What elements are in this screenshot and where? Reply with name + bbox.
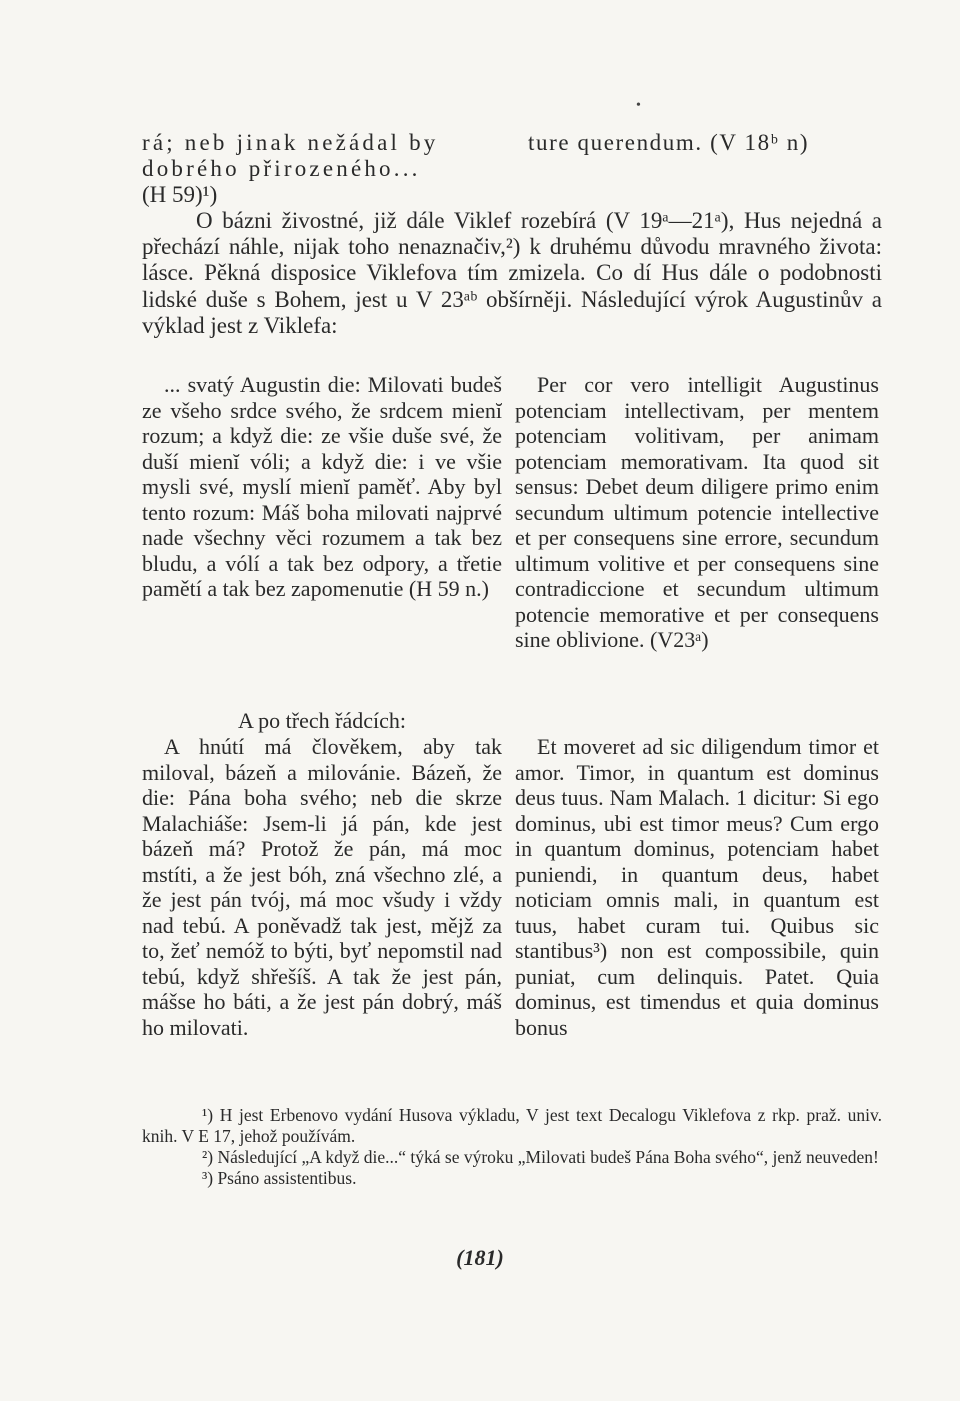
section1-latin-column <box>515 372 879 653</box>
section1-czech-text: ... svatý Augustin die: Milovati budeš ze všeho srdce svého, že srdcem mienĭ rozum; a když die: ze všie duše své, že duší mienĭ vóli; a když die: i ve všie mysli své, myslí mienĭ paměť. Aby byl tento rozum: Máš boha milovati najprvé nade všechny věci rozumem a tak bez bludu, a vólí a tak bez odpory, a třetie pamětí a tak bez zapomenutie (H 59 n.) <box>142 372 502 601</box>
top-line-right: ture querendum. (V 18ᵇ n) <box>528 130 810 155</box>
section2-czech-column <box>142 734 502 1040</box>
section1-latin-text: Per cor vero intelligit Augustinus potenciam intellectivam, per mentem potenciam volitivam, per animam potenciam memorativam. Ita quod sit sensus: Debet deum diligere primo enim secundum ultimum potencie intellective et per consequens sine errore, secundum ultimum volitive et per consequens sine contradiccione et secundum ultimum potencie memorative et per consequens sine oblivione. (V23ᵃ) <box>515 372 879 652</box>
stray-mark: • <box>636 98 641 113</box>
footnote-2: ²) Následující „A když die...“ týká se výroku „Milovati budeš Pána Boha svého“, jenž neuveden! <box>202 1147 879 1167</box>
section2-heading-block <box>142 708 502 734</box>
section2-heading: A po třech řádcích: <box>238 708 406 733</box>
section2-latin-text: Et moveret ad sic diligendum timor et amor. Timor, in quantum est dominus deus tuus. Nam Malach. 1 dicitur: Si ego dominus, ubi est timor meus? Cum ergo in quantum dominus, potenciam habet puniendi, in quantum deus, habet noticiam omnis mali, in quantum est tuus, habet curam tui. Quibus sic stantibus³) non est compossibile, quin puniat, cum delinquis. Patet. Quia dominus, est timendus et quia dominus bonus <box>515 734 879 1040</box>
top-line-3: (H 59)¹) <box>142 182 218 207</box>
footnotes <box>142 1105 882 1189</box>
section2-latin-column <box>515 734 879 1040</box>
footnote-3: ³) Psáno assistentibus. <box>202 1168 357 1188</box>
top-line-left: rá; neb jinak nežádal by <box>142 130 439 155</box>
top-line-2: dobrého přirozeného... <box>142 156 421 181</box>
section1-czech-column <box>142 372 502 602</box>
intro-block <box>142 208 882 339</box>
section2-czech-text: A hnútí má člověkem, aby tak miloval, bázeň a milovánie. Bázeň, že die: Pána boha svého; neb die skrze Malachiáše: Jsem-li já pán, kde jest bázeň má? Protož že pán, má moc mstíti, a že jest bóh, zná všechno zlé, a že jest pán tvój, má moc všudy i vždy nad tebú. A poněvadž tak jest, mějž za to, žeť nemóž to býti, byť nepomstil nad tebú, když shřešíš. A tak že jest pán, mášse ho báti, a že jest pán dobrý, máš ho milovati. <box>142 734 502 1040</box>
footnote-1: ¹) H jest Erbenovo vydání Husova výkladu, V jest text Decalogu Viklefova z rkp. praž. univ. knih. V E 17, jehož používám. <box>142 1105 882 1146</box>
intro-paragraph: O bázni živostné, již dále Viklef rozebírá (V 19ᵃ—21ᵃ), Hus nejedná a přechází náhle, nijak toho nenaznačiv,²) k druhému důvodu mravného života: lásce. Pěkná disposice Viklefova tím zmizela. Co dí Hus dále o podobnosti lidské duše s Bohem, jest u V 23ᵃᵇ obšírněji. Následující výrok Augustinův a výklad jest z Viklefa: <box>142 208 882 338</box>
page-number: (181) <box>456 1245 504 1270</box>
